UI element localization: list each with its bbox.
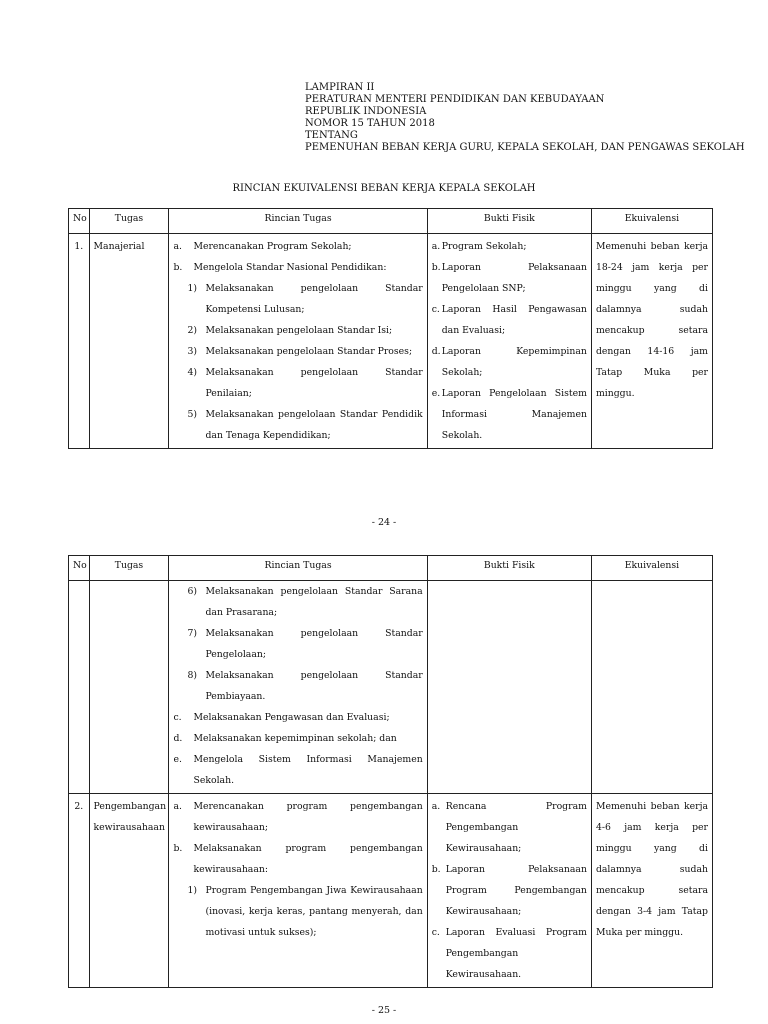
- row-bukti-fisik: [427, 234, 591, 449]
- list-item: c. Melaksanakan Pengawasan dan Evaluasi;: [173, 712, 390, 723]
- list-item: b. Mengelola Standar Nasional Pendidikan:: [173, 262, 387, 273]
- row-ekuivalensi: Memenuhi beban kerja 18-24 jam kerja per minggu yang di dalamnya sudah mencakup setara dengan 14-16 jam Tatap Muka per minggu.: [591, 234, 712, 449]
- column-header-rincian: Rincian Tugas: [169, 556, 427, 581]
- header-line: PEMENUHAN BEBAN KERJA GURU, KEPALA SEKOLAH, DAN PENGAWAS SEKOLAH: [305, 142, 745, 153]
- list-item: 3) Melaksanakan pengelolaan Standar Proses;: [187, 346, 413, 357]
- header-line: NOMOR 15 TAHUN 2018: [305, 118, 435, 129]
- column-header-ekuivalensi: Ekuivalensi: [591, 556, 712, 581]
- header-line: TENTANG: [305, 130, 358, 141]
- row-rincian: [169, 794, 427, 988]
- table-header-row: [69, 209, 713, 234]
- column-header-ekuivalensi: Ekuivalensi: [591, 209, 712, 234]
- header-line: LAMPIRAN II: [305, 82, 375, 93]
- row-tugas: Manajerial: [89, 234, 169, 449]
- page-number: - 24 -: [371, 517, 397, 528]
- document-header: [305, 82, 745, 154]
- row-rincian-continued: [169, 581, 427, 794]
- column-header-bukti: Bukti Fisik: [427, 556, 591, 581]
- list-item: c. Laporan Evaluasi Program Pengembangan Kewirausahaan.: [431, 927, 587, 980]
- list-item: d. Melaksanakan kepemimpinan sekolah; dan: [173, 733, 397, 744]
- row-number: 1.: [69, 234, 90, 449]
- table-row: [69, 581, 713, 794]
- row-number: 2.: [69, 794, 90, 988]
- list-item: a. Merencanakan Program Sekolah;: [173, 241, 352, 252]
- list-item: 1) Melaksanakan pengelolaan Standar Kompetensi Lulusan;: [187, 283, 423, 315]
- column-header-tugas: Tugas: [89, 209, 169, 234]
- column-header-no: No: [69, 209, 90, 234]
- list-item: c. Laporan Hasil Pengawasan dan Evaluasi;: [431, 304, 587, 336]
- table-header-row: [69, 556, 713, 581]
- column-header-no: No: [69, 556, 90, 581]
- column-header-bukti: Bukti Fisik: [427, 209, 591, 234]
- column-header-rincian: Rincian Tugas: [169, 209, 427, 234]
- equivalence-table-page-24: [68, 208, 713, 449]
- header-line: PERATURAN MENTERI PENDIDIKAN DAN KEBUDAYAAN: [305, 94, 605, 105]
- equivalence-table-page-25: [68, 555, 713, 988]
- list-item: a. Merencanakan program pengembangan kewirausahaan;: [173, 801, 423, 833]
- document-title: RINCIAN EKUIVALENSI BEBAN KERJA KEPALA SEKOLAH: [232, 183, 536, 194]
- list-item: b. Laporan Pelaksanaan Program Pengembangan Kewirausahaan;: [431, 864, 587, 917]
- list-item: e. Laporan Pengelolaan Sistem Informasi Manajemen Sekolah.: [431, 388, 587, 441]
- list-item: 2) Melaksanakan pengelolaan Standar Isi;: [187, 325, 393, 336]
- row-ekuivalensi: Memenuhi beban kerja 4-6 jam kerja per minggu yang di dalamnya sudah mencakup setara dengan 3-4 jam Tatap Muka per minggu.: [591, 794, 712, 988]
- list-item: b. Melaksanakan program pengembangan kewirausahaan:: [173, 843, 423, 875]
- list-item: a. Rencana Program Pengembangan Kewirausahaan;: [431, 801, 587, 854]
- list-item: 5) Melaksanakan pengelolaan Standar Pendidik dan Tenaga Kependidikan;: [187, 409, 423, 441]
- row-bukti-fisik: [427, 794, 591, 988]
- row-tugas: Pengembangan kewirausahaan: [89, 794, 169, 988]
- table-row: [69, 794, 713, 988]
- list-item: e. Mengelola Sistem Informasi Manajemen Sekolah.: [173, 754, 423, 786]
- list-item: 7) Melaksanakan pengelolaan Standar Pengelolaan;: [187, 628, 423, 660]
- list-item: 6) Melaksanakan pengelolaan Standar Sarana dan Prasarana;: [187, 586, 423, 618]
- column-header-tugas: Tugas: [89, 556, 169, 581]
- list-item: 8) Melaksanakan pengelolaan Standar Pembiayaan.: [187, 670, 423, 702]
- row-rincian: [169, 234, 427, 449]
- page-number: - 25 -: [371, 1005, 397, 1016]
- header-line: REPUBLIK INDONESIA: [305, 106, 427, 117]
- list-item: 4) Melaksanakan pengelolaan Standar Penilaian;: [187, 367, 423, 399]
- list-item: b. Laporan Pelaksanaan Pengelolaan SNP;: [431, 262, 587, 294]
- list-item: d. Laporan Kepemimpinan Sekolah;: [431, 346, 587, 378]
- list-item: 1) Program Pengembangan Jiwa Kewirausahaan (inovasi, kerja keras, pantang menyerah, dan motivasi untuk sukses);: [187, 885, 423, 938]
- table-row: [69, 234, 713, 449]
- list-item: a. Program Sekolah;: [431, 241, 527, 252]
